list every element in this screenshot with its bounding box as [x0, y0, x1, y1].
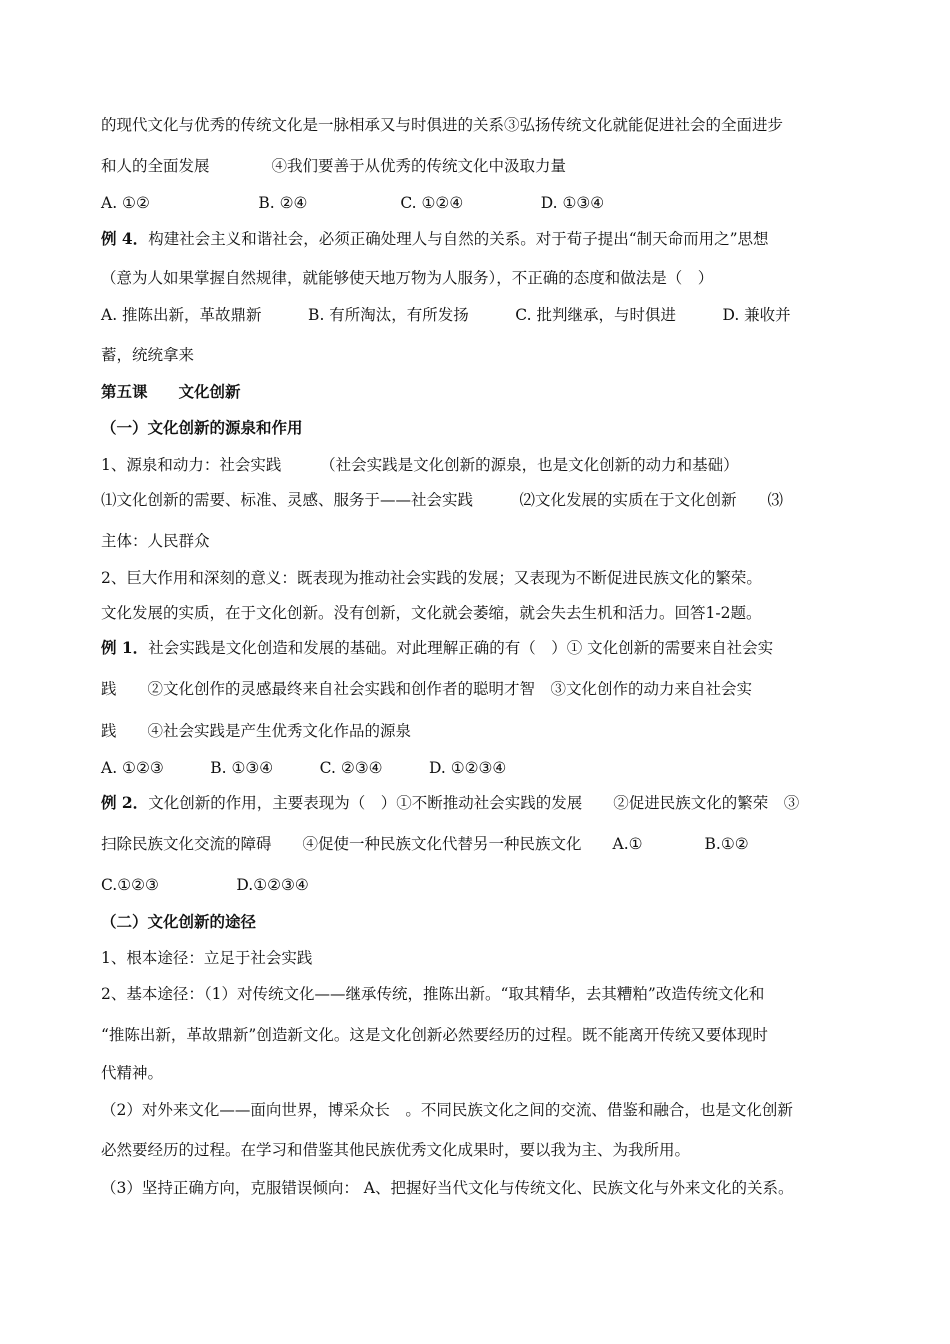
text-line: 必然要经历的过程。在学习和借鉴其他民族优秀文化成果时，要以我为主、为我所用。	[101, 1141, 691, 1159]
text-line: 1、源泉和动力：社会实践 （社会实践是文化创新的源泉，也是文化创新的动力和基础）	[101, 456, 739, 474]
text-line: 践 ②文化创作的灵感最终来自社会实践和创作者的聪明才智 ③文化创作的动力来自社会实	[101, 680, 753, 698]
text-line: 的现代文化与优秀的传统文化是一脉相承又与时俱进的关系③弘扬传统文化就能促进社会的全面进步	[101, 116, 784, 134]
example-2-stem	[101, 793, 799, 813]
text-line: （3）坚持正确方向，克服错误倾向： A、把握好当代文化与传统文化、民族文化与外来文化的关系。	[101, 1179, 794, 1197]
text-line: 扫除民族文化交流的障碍 ④促使一种民族文化代替另一种民族文化 A.① B.①②	[101, 835, 749, 853]
text-line: 主体：人民群众	[101, 532, 210, 550]
text-line: 2、巨大作用和深刻的意义：既表现为推动社会实践的发展；又表现为不断促进民族文化的繁荣。	[101, 569, 762, 587]
text-line: 文化发展的实质，在于文化创新。没有创新，文化就会萎缩，就会失去生机和活力。回答1-2题。	[101, 604, 762, 622]
answer-options: A. ①②③ B. ①③④ C. ②③④ D. ①②③④	[101, 759, 507, 777]
answer-options: C.①②③ D.①②③④	[101, 876, 309, 894]
text-line: 代精神。	[101, 1064, 164, 1082]
text-line: 蓄，统统拿来	[101, 346, 195, 364]
section-heading: （二）文化创新的途径	[101, 913, 257, 931]
example-text: 构建社会主义和谐社会，必须正确处理人与自然的关系。对于荀子提出“制天命而用之”思想	[148, 230, 769, 248]
example-label: 例 2．	[101, 793, 149, 812]
example-1-stem	[101, 638, 773, 658]
answer-options: A. ①② B. ②④ C. ①②④ D. ①③④	[101, 194, 605, 212]
text-line: （2）对外来文化——面向世界，博采众长 。不同民族文化之间的交流、借鉴和融合，也是文化创新	[101, 1101, 793, 1119]
text-line: “推陈出新，革故鼎新”创造新文化。这是文化创新必然要经历的过程。既不能离开传统又要体现时	[101, 1026, 768, 1044]
example-text: 社会实践是文化创造和发展的基础。对此理解正确的有（ ）① 文化创新的需要来自社会实	[148, 639, 774, 657]
section-heading: （一）文化创新的源泉和作用	[101, 419, 303, 437]
text-line: 1、根本途径：立足于社会实践	[101, 949, 313, 967]
text-line: 和人的全面发展 ④我们要善于从优秀的传统文化中汲取力量	[101, 157, 567, 175]
example-label: 例 4．	[101, 229, 149, 248]
example-label: 例 1．	[101, 638, 149, 657]
example-4-stem	[101, 229, 769, 249]
text-line: ⑴文化创新的需要、标准、灵感、服务于——社会实践 ⑵文化发展的实质在于文化创新 ⑶	[101, 491, 784, 509]
lesson-heading: 第五课 文化创新	[101, 383, 241, 401]
text-line: 践 ④社会实践是产生优秀文化作品的源泉	[101, 722, 412, 740]
answer-options: A. 推陈出新，革故鼎新 B. 有所淘汰，有所发扬 C. 批判继承，与时俱进 D. 兼收并	[101, 306, 791, 324]
example-text: 文化创新的作用，主要表现为（ ）①不断推动社会实践的发展 ②促进民族文化的繁荣 ③	[148, 794, 800, 812]
text-line: 2、基本途径：（1）对传统文化——继承传统，推陈出新。“取其精华，去其糟粕”改造传统文化和	[101, 985, 765, 1003]
text-line: （意为人如果掌握自然规律，就能够使天地万物为人服务），不正确的态度和做法是（ ）	[101, 269, 714, 287]
